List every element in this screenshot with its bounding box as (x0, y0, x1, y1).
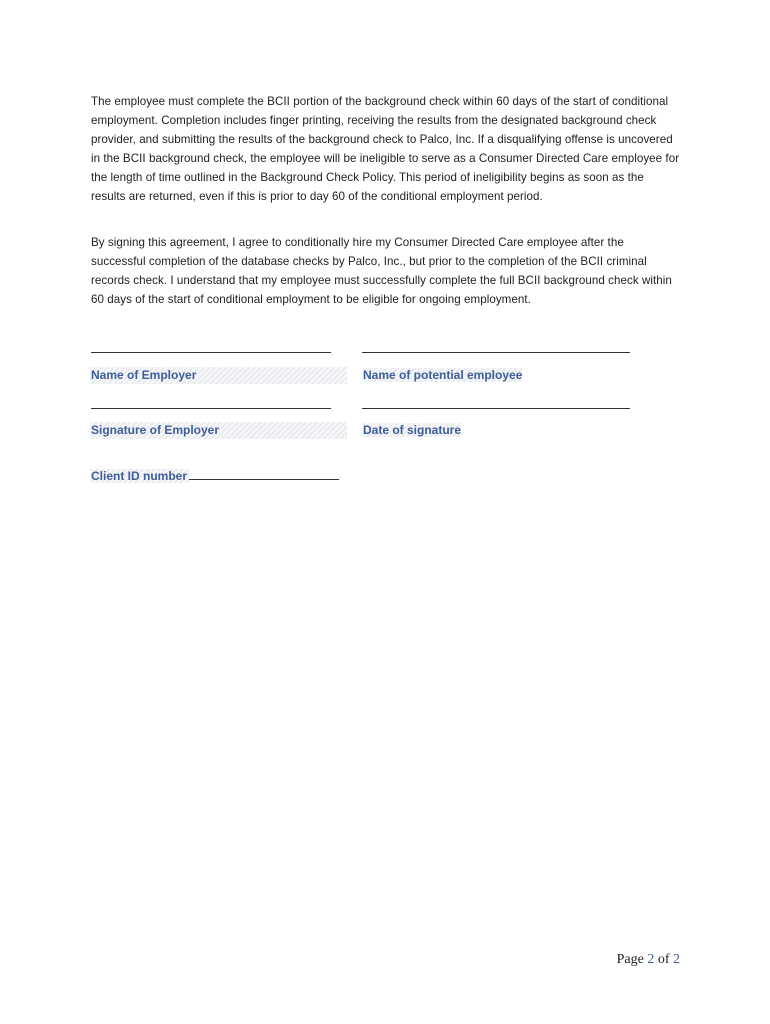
employer-name-line[interactable] (91, 352, 331, 353)
employee-name-label-text: Name of potential employee (363, 368, 523, 382)
total-pages-number: 2 (673, 952, 680, 967)
employer-name-label (90, 367, 347, 384)
employee-name-label (362, 367, 522, 384)
employer-signature-label-text: Signature of Employer (91, 423, 220, 437)
employer-signature-label (90, 422, 347, 439)
employer-signature-line[interactable] (91, 408, 331, 409)
client-id-label: Client ID number (91, 469, 188, 483)
signature-date-line[interactable] (362, 408, 630, 409)
employee-name-line[interactable] (362, 352, 630, 353)
client-id-field[interactable] (189, 467, 339, 480)
of-word: of (657, 952, 670, 967)
employer-name-label-text: Name of Employer (91, 368, 197, 382)
agreement-paragraph: By signing this agreement, I agree to conditionally hire my Consumer Directed Care employee after the successful completion of the database checks by Palco, Inc., but prior to the completion of the BCII criminal records check. I understand that my employee must successfully complete the full BCII background check within 60 days of the start of conditional employment to be eligible for ongoing employment. (91, 236, 672, 306)
page-word: Page (616, 952, 644, 967)
client-id-row (91, 467, 339, 484)
signature-date-label-text: Date of signature (363, 423, 462, 437)
signature-date-label (362, 422, 461, 439)
bcii-completion-paragraph: The employee must complete the BCII portion of the background check within 60 days of the start of conditional employment. Completion includes finger printing, receiving the results from the designated background check provider, and submitting the results of the background check to Palco, Inc. If a disqualifying offense is uncovered in the BCII background check, the employee will be ineligible to serve as a Consumer Directed Care employee for the length of time outlined in the Background Check Policy. This period of ineligibility begins as soon as the results are returned, even if this is prior to day 60 of the conditional employment period. (91, 95, 680, 203)
current-page-number: 2 (647, 952, 655, 967)
page-footer (617, 952, 680, 968)
